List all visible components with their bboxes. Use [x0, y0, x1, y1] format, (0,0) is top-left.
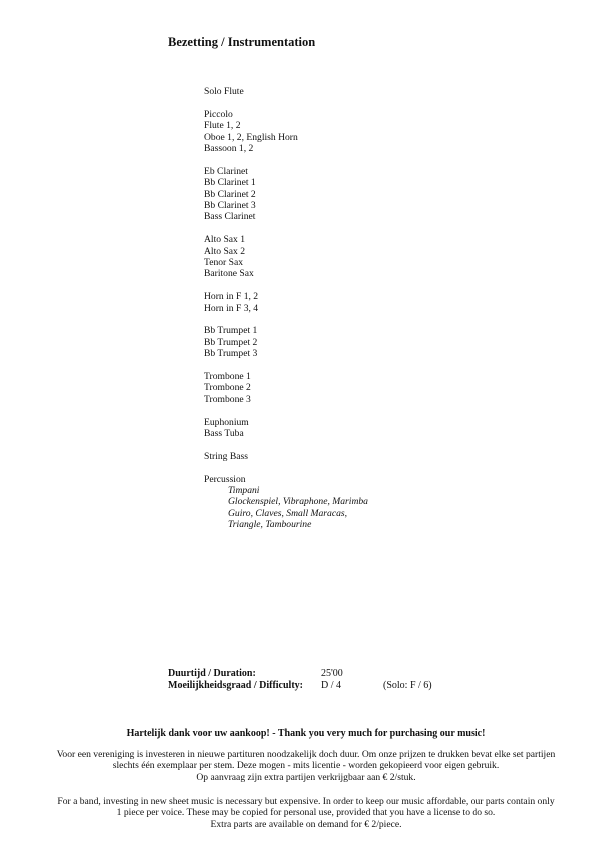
instrument-line: String Bass — [204, 450, 248, 462]
instrument-line: Flute 1, 2 — [204, 120, 241, 132]
instrument-line: Tenor Sax — [204, 257, 244, 269]
percussion-item: Guiro, Claves, Small Maracas, — [228, 507, 348, 519]
instrument-line: Bassoon 1, 2 — [204, 143, 254, 155]
instrument-line: Piccolo — [204, 108, 233, 120]
instrument-line: Oboe 1, 2, English Horn — [204, 131, 298, 143]
instrument-line: Trombone 2 — [204, 382, 251, 394]
instrument-group — [204, 291, 368, 314]
license-note-line: slechts één exemplaar per stem. Deze mogen - mits licentie - worden gekopieerd voor eigen gebruik. — [112, 760, 500, 772]
instrument-line: Eb Clarinet — [204, 165, 248, 177]
license-note-english — [20, 796, 592, 830]
instrument-line: Bb Trumpet 2 — [204, 336, 258, 348]
license-note-line: Voor een vereniging is investeren in nieuwe partituren noodzakelijk doch duur. Om onze prijzen te drukken bevat elke set partijen — [56, 749, 556, 760]
instrument-line: Solo Flute — [204, 86, 244, 97]
instrument-line: Baritone Sax — [204, 268, 254, 280]
difficulty-value: D / 4 — [321, 680, 341, 691]
instrument-group — [204, 234, 368, 280]
percussion-group — [204, 474, 368, 531]
instrument-group — [204, 417, 368, 440]
instrument-line: Bb Trumpet 3 — [204, 348, 258, 360]
instrument-line: Alto Sax 2 — [204, 245, 246, 257]
instrument-line: Bass Tuba — [204, 428, 244, 440]
instrument-group — [204, 371, 368, 405]
percussion-heading: Percussion — [204, 473, 246, 485]
duration-value: 25'00 — [321, 668, 343, 679]
instrument-list — [204, 86, 368, 542]
instrument-group — [204, 325, 368, 359]
instrument-line: Horn in F 1, 2 — [204, 291, 259, 303]
page-title: Bezetting / Instrumentation — [168, 35, 316, 49]
instrument-line: Trombone 1 — [204, 371, 251, 383]
instrument-group — [204, 166, 368, 223]
instrument-line: Alto Sax 1 — [204, 234, 246, 246]
thank-you-note: Hartelijk dank voor uw aankoop! - Thank you very much for purchasing our music! — [126, 728, 486, 739]
instrument-group — [204, 109, 368, 155]
license-note-line: Extra parts are available on demand for € 2/piece. — [210, 818, 402, 830]
license-note-line: For a band, investing in new sheet music is necessary but expensive. In order to keep our music affordable, our parts contain only — [57, 796, 555, 807]
instrument-group — [204, 86, 368, 97]
percussion-item: Glockenspiel, Vibraphone, Marimba — [228, 496, 368, 508]
percussion-item: Triangle, Tambourine — [228, 519, 312, 531]
instrument-line: Trombone 3 — [204, 393, 251, 405]
percussion-item: Timpani — [228, 485, 260, 497]
instrument-line: Euphonium — [204, 416, 249, 428]
instrument-line: Horn in F 3, 4 — [204, 302, 259, 314]
difficulty-label: Moeilijkheidsgraad / Difficulty: — [168, 680, 303, 691]
license-note-line: Op aanvraag zijn extra partijen verkrijgbaar aan € 2/stuk. — [196, 771, 416, 783]
license-note-dutch — [20, 749, 592, 783]
instrument-line: Bb Trumpet 1 — [204, 325, 258, 337]
duration-label: Duurtijd / Duration: — [168, 668, 256, 679]
instrument-line: Bb Clarinet 1 — [204, 177, 256, 189]
instrument-group — [204, 451, 368, 462]
instrument-line: Bass Clarinet — [204, 211, 256, 223]
license-note-line: 1 piece per voice. These may be copied for personal use, provided that you have a license to do so. — [116, 807, 496, 819]
instrument-line: Bb Clarinet 2 — [204, 188, 256, 200]
difficulty-solo: (Solo: F / 6) — [383, 680, 432, 691]
instrument-line: Bb Clarinet 3 — [204, 200, 256, 212]
